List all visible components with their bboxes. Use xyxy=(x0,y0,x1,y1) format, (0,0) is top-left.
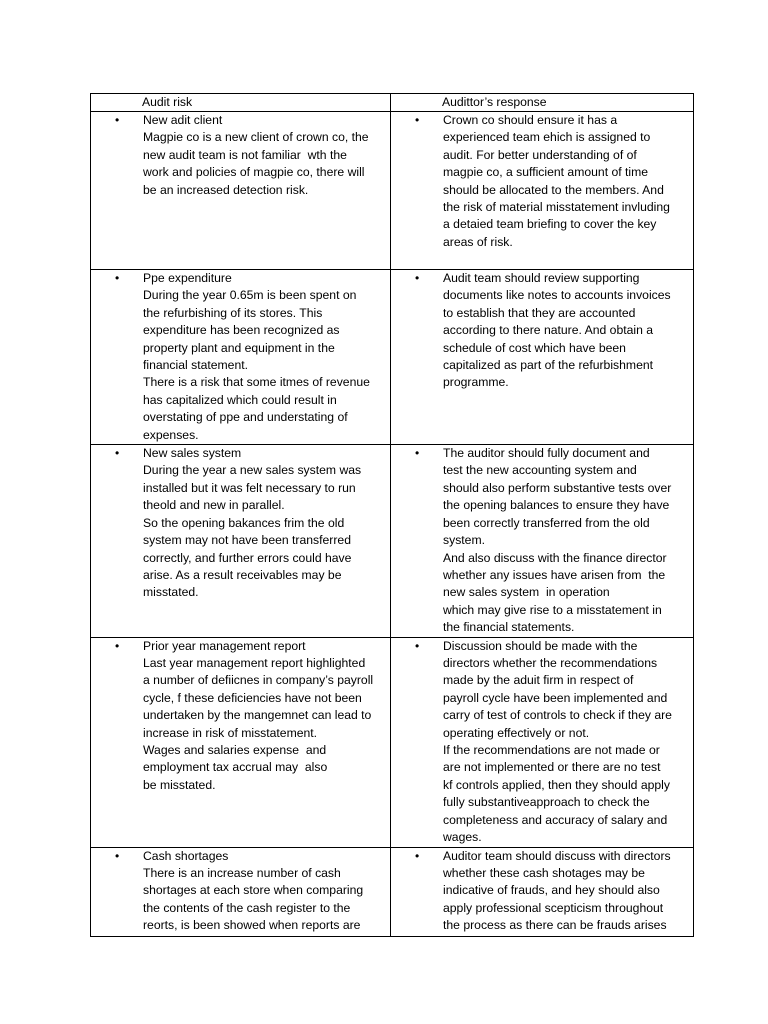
response-text-line: the risk of material misstatement invluding xyxy=(443,200,670,215)
response-cell-content xyxy=(391,445,693,636)
header-auditor-response: Audittor’s response xyxy=(442,95,547,109)
response-text-line: If the recommendations are not made or xyxy=(443,742,660,757)
bullet-icon: • xyxy=(415,446,420,461)
bullet-icon: • xyxy=(415,113,420,127)
risk-text-line: new audit team is not familiar wth the xyxy=(143,147,347,162)
risk-text-line: increase in risk of misstatement. xyxy=(143,725,318,740)
response-text-line: should be allocated to the members. And xyxy=(443,182,664,197)
response-text-line: the process as there can be frauds arises xyxy=(443,918,667,933)
audit-risk-table xyxy=(90,93,694,937)
response-text-line: completeness and accuracy of salary and xyxy=(443,812,668,827)
risk-text-line: During the year 0.65m is been spent on xyxy=(143,288,357,303)
response-text-line: operating effectively or not. xyxy=(443,725,590,740)
risk-title: Prior year management report xyxy=(143,638,306,653)
response-cell xyxy=(391,445,694,637)
response-text-line: And also discuss with the finance director xyxy=(443,550,667,565)
response-text-line: audit. For better understanding of of xyxy=(443,147,637,162)
header-audit-risk: Audit risk xyxy=(142,95,193,109)
risk-text-line: Last year management report highlighted xyxy=(143,655,366,670)
bullet-icon: • xyxy=(115,848,120,863)
risk-text-line: misstated. xyxy=(143,585,199,600)
response-text-line: directors whether the recommendations xyxy=(443,655,658,670)
table-row xyxy=(91,637,694,847)
response-text-line: wages. xyxy=(443,830,482,844)
response-cell-content xyxy=(391,638,693,847)
response-text-line: which may give rise to a misstatement in xyxy=(443,602,662,617)
risk-cell xyxy=(91,445,391,637)
bullet-icon: • xyxy=(115,638,120,653)
risk-text-line: financial statement. xyxy=(143,358,249,373)
bullet-icon: • xyxy=(415,848,420,863)
table-row xyxy=(91,445,694,637)
risk-title: New sales system xyxy=(143,446,242,461)
risk-cell-content xyxy=(91,848,390,935)
bullet-icon: • xyxy=(415,271,420,285)
response-text-line: schedule of cost which have been xyxy=(443,340,626,355)
risk-text-line: expenditure has been recognized as xyxy=(143,323,340,338)
response-text-line: whether any issues have arisen from the xyxy=(443,567,666,582)
risk-cell xyxy=(91,637,391,847)
risk-text-line: cycle, f these deficiencies have not been xyxy=(143,690,362,705)
response-text-line: been correctly transferred from the old xyxy=(443,515,650,530)
response-text-line: the opening balances to ensure they have xyxy=(443,498,670,513)
risk-text-line: a number of defiicnes in company’s payroll xyxy=(143,673,374,688)
risk-cell xyxy=(91,112,391,270)
risk-cell-content xyxy=(91,445,390,602)
response-text-line: to establish that they are accounted xyxy=(443,305,636,320)
risk-cell-content xyxy=(91,270,390,444)
response-cell xyxy=(391,270,694,445)
bullet-icon: • xyxy=(115,113,120,127)
response-text-line: the financial statements. xyxy=(443,620,575,635)
response-text-line: areas of risk. xyxy=(443,234,513,249)
response-cell-content xyxy=(391,270,693,392)
response-text-line: payroll cycle have been implemented and xyxy=(443,690,668,705)
risk-text-line: correctly, and further errors could have xyxy=(143,550,352,565)
risk-title: Cash shortages xyxy=(143,848,229,863)
risk-text-line: undertaken by the mangemnet can lead to xyxy=(143,708,372,723)
response-title: Audit team should review supporting xyxy=(443,271,640,285)
risk-text-line: expenses. xyxy=(143,427,199,442)
response-title: Auditor team should discuss with directors xyxy=(443,848,671,863)
response-text-line: carry of test of controls to check if they are xyxy=(443,708,672,723)
risk-text-line: arise. As a result receivables may be xyxy=(143,567,342,582)
response-text-line: experienced team ehich is assigned to xyxy=(443,130,651,145)
response-text-line: a detaied team briefing to cover the key xyxy=(443,217,657,232)
risk-cell-content xyxy=(91,638,390,795)
risk-text-line: Wages and salaries expense and xyxy=(143,742,327,757)
table-header-row xyxy=(91,94,694,112)
risk-cell-content xyxy=(91,112,390,199)
response-cell xyxy=(391,847,694,936)
bullet-icon: • xyxy=(415,638,420,653)
table-row xyxy=(91,847,694,936)
risk-text-line: the refurbishing of its stores. This xyxy=(143,305,323,320)
header-cell-audit-risk xyxy=(91,94,391,112)
risk-text-line: property plant and equipment in the xyxy=(143,340,335,355)
response-text-line: apply professional scepticism throughout xyxy=(443,900,664,915)
response-text-line: according to there nature. And obtain a xyxy=(443,323,654,338)
risk-text-line: There is an increase number of cash xyxy=(143,865,341,880)
response-cell xyxy=(391,637,694,847)
table-body xyxy=(91,112,694,937)
response-title: Discussion should be made with the xyxy=(443,638,638,653)
response-text-line: test the new accounting system and xyxy=(443,463,637,478)
header-cell-auditor-response xyxy=(391,94,694,112)
response-text-line: made by the aduit firm in respect of xyxy=(443,673,634,688)
risk-title: New adit client xyxy=(143,113,223,127)
response-text-line: system. xyxy=(443,533,485,548)
risk-cell xyxy=(91,270,391,445)
risk-text-line: be misstated. xyxy=(143,777,216,792)
risk-text-line: Magpie co is a new client of crown co, the xyxy=(143,130,369,145)
risk-text-line: There is a risk that some itmes of revenue xyxy=(143,375,370,390)
response-title: The auditor should fully document and xyxy=(443,446,650,461)
risk-text-line: theold and new in parallel. xyxy=(143,498,285,513)
response-text-line: capitalized as part of the refurbishment xyxy=(443,358,654,373)
response-text-line: fully substantiveapproach to check the xyxy=(443,795,650,810)
response-text-line: documents like notes to accounts invoices xyxy=(443,288,671,303)
risk-text-line: reorts, is been showed when reports are xyxy=(143,918,361,933)
bullet-icon: • xyxy=(115,271,120,285)
risk-text-line: employment tax accrual may also xyxy=(143,760,328,775)
response-cell-content xyxy=(391,848,693,935)
risk-text-line: overstating of ppe and understating of xyxy=(143,410,348,425)
response-text-line: are not implemented or there are no test xyxy=(443,760,661,775)
table-row xyxy=(91,112,694,270)
risk-text-line: has capitalized which could result in xyxy=(143,392,337,407)
response-text-line: new sales system in operation xyxy=(443,585,610,600)
response-cell xyxy=(391,112,694,270)
risk-text-line: So the opening bakances frim the old xyxy=(143,515,345,530)
response-text-line: whether these cash shotages may be xyxy=(443,865,645,880)
response-text-line: programme. xyxy=(443,375,509,390)
response-text-line: should also perform substantive tests over xyxy=(443,480,672,495)
risk-text-line: system may not have been transferred xyxy=(143,533,351,548)
response-text-line: magpie co, a sufficient amount of time xyxy=(443,165,649,180)
response-cell-content xyxy=(391,112,693,251)
risk-text-line: shortages at each store when comparing xyxy=(143,883,364,898)
risk-text-line: be an increased detection risk. xyxy=(143,182,309,197)
risk-text-line: the contents of the cash register to the xyxy=(143,900,351,915)
risk-text-line: work and policies of magpie co, there will xyxy=(143,165,365,180)
response-text-line: indicative of frauds, and hey should also xyxy=(443,883,660,898)
risk-text-line: installed but it was felt necessary to run xyxy=(143,480,356,495)
response-text-line: kf controls applied, then they should apply xyxy=(443,777,670,792)
risk-cell xyxy=(91,847,391,936)
response-title: Crown co should ensure it has a xyxy=(443,113,618,127)
risk-text-line: During the year a new sales system was xyxy=(143,463,362,478)
risk-title: Ppe expenditure xyxy=(143,271,232,285)
bullet-icon: • xyxy=(115,446,120,461)
table-row xyxy=(91,270,694,445)
